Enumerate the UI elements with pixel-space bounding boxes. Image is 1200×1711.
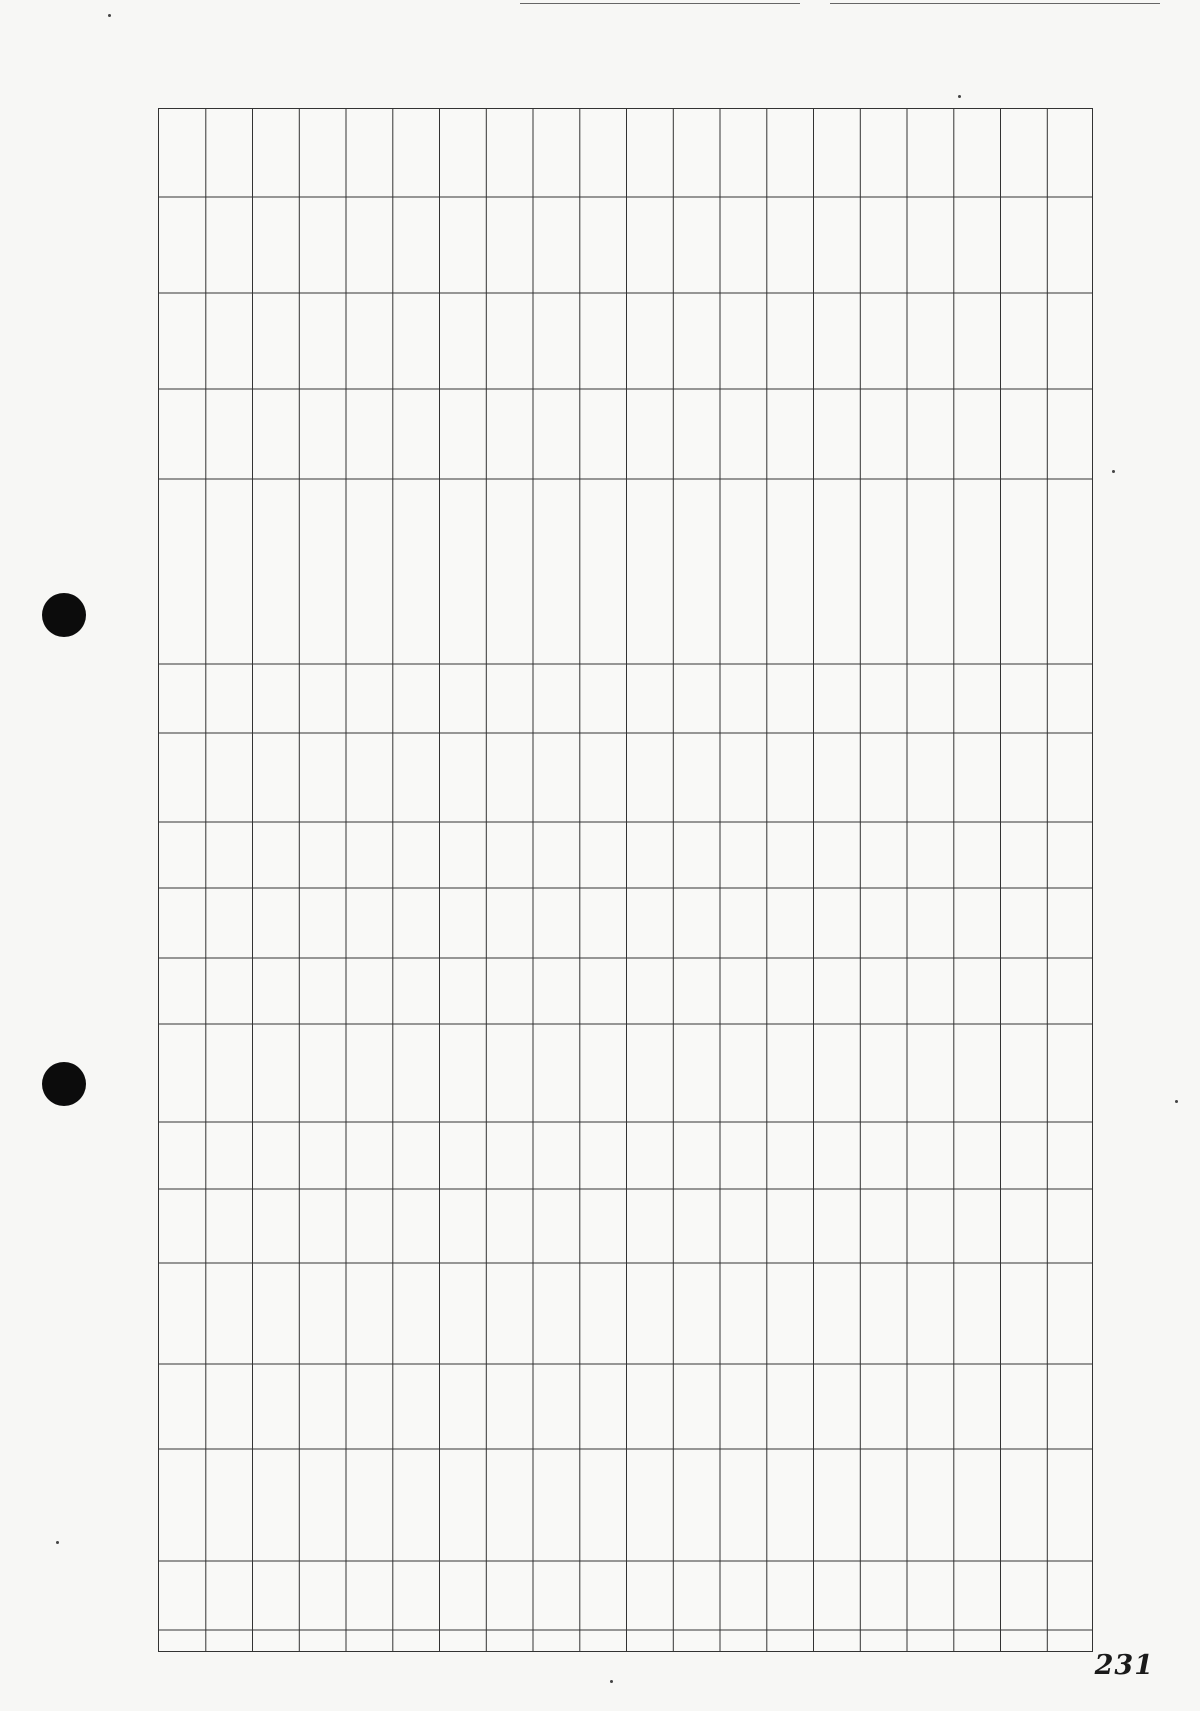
- page-number: 231: [1094, 1650, 1154, 1681]
- binding-hole: [42, 1062, 86, 1106]
- data-table: [158, 108, 1093, 1652]
- top-edge-rule: [830, 3, 1160, 4]
- scan-speck: [1175, 1100, 1178, 1103]
- binding-hole: [42, 593, 86, 637]
- scan-speck: [56, 1541, 59, 1544]
- scan-speck: [1112, 470, 1115, 473]
- scan-speck: [958, 95, 961, 98]
- scan-speck: [108, 14, 111, 17]
- scan-speck: [610, 1680, 613, 1683]
- table-grid: [159, 109, 1092, 1651]
- top-edge-rule: [520, 3, 800, 4]
